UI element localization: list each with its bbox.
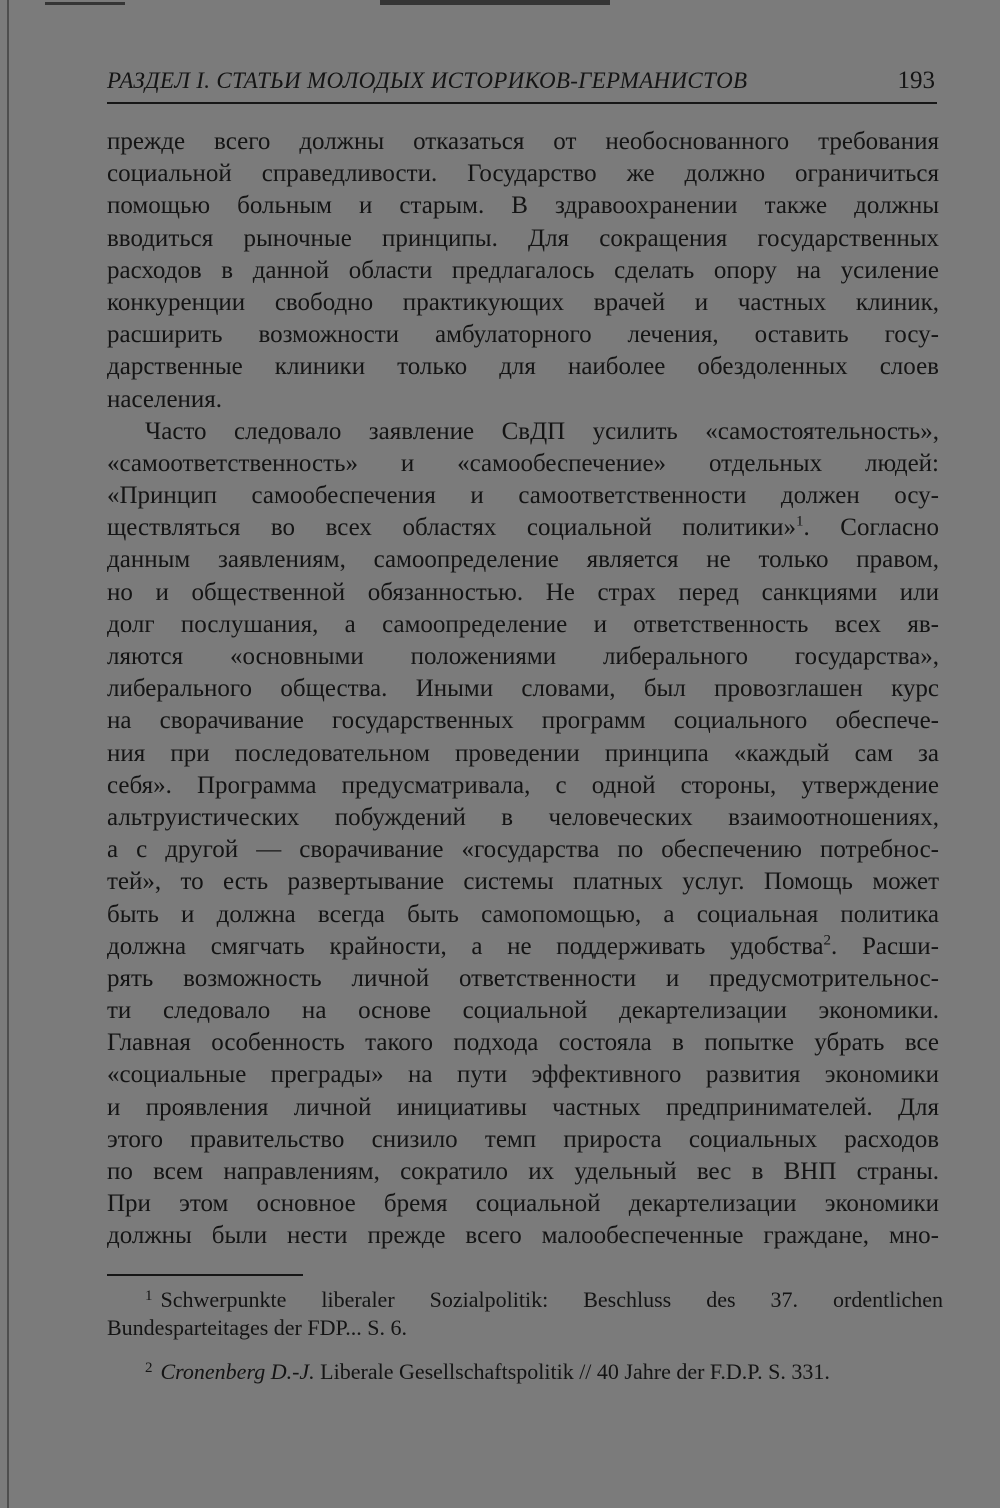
text-line: дарственные клиники только для наиболее обездоленных слоев xyxy=(107,353,939,381)
scan-artifact xyxy=(380,0,610,5)
text-line: а с другой — сворачивание «государства по обеспечению потребнос- xyxy=(107,836,939,864)
text-line: расширить возможности амбулаторного лечения, оставить госу- xyxy=(107,321,939,349)
text-line: «самоответственность» и «самообеспечение» отдельных людей: xyxy=(107,449,939,477)
text-line: ляются «основными положениями либерального государства», xyxy=(107,643,939,670)
footnote-text: Liberale Gesellschaftspolitik // 40 Jahre der F.D.P. S. 331. xyxy=(314,1359,830,1384)
text-line: должны были нести прежде всего малообеспеченные граждане, мно- xyxy=(107,1222,939,1250)
text-line xyxy=(107,931,939,963)
text-line: себя». Программа предусматривала, с одной стороны, утверждение xyxy=(107,771,939,799)
footnote-marker: 2 xyxy=(145,1360,153,1376)
text-segment: . Согласно xyxy=(803,514,939,542)
text-line: социальной справедливости. Государство же должно ограничиться xyxy=(107,160,939,188)
text-line: но и общественной обязанностью. Не страх перед санкциями или xyxy=(107,578,939,606)
footnotes xyxy=(107,1281,943,1384)
footnote-1-continued: Bundesparteitages der FDP... S. 6. xyxy=(107,1315,408,1340)
footnote-divider xyxy=(107,1274,303,1276)
text-line: «Принцип самообеспечения и самоответственности должен осу- xyxy=(107,482,939,510)
text-line: конкуренции свободно практикующих врачей и частных клиник, xyxy=(107,288,939,316)
text-line: тей», то есть развертывание системы платных услуг. Помощь может xyxy=(107,868,939,896)
running-head: РАЗДЕЛ I. СТАТЬИ МОЛОДЫХ ИСТОРИКОВ-ГЕРМАНИСТОВ xyxy=(107,68,748,93)
text-segment: . Расши- xyxy=(831,932,939,960)
footnote-text: Schwerpunkte liberaler Sozialpolitik: Beschluss des 37. ordentlichen xyxy=(160,1287,943,1312)
text-line: данным заявлениям, самоопределение является не только правом, xyxy=(107,546,939,574)
footnote-ref: 1 xyxy=(795,513,804,530)
text-line: этого правительство снизило темп прироста социальных расходов xyxy=(107,1125,939,1153)
text-line: на сворачивание государственных программ социального обеспече- xyxy=(107,707,939,735)
text-line: альтруистических побуждений в человеческих взаимоотношениях, xyxy=(107,803,939,831)
footnote-marker: 1 xyxy=(145,1288,153,1304)
text-line: рять возможность личной ответственности и предусмотрительнос- xyxy=(107,964,939,992)
text-line: Часто следовало заявление СвДП усилить «самостоятельность», xyxy=(145,417,939,445)
text-line: прежде всего должны отказаться от необоснованного требования xyxy=(107,128,939,155)
text-line: «социальные преграды» на пути эффективного развития экономики xyxy=(107,1061,939,1089)
text-line: ти следовало на основе социальной декартелизации экономики. xyxy=(107,997,939,1025)
text-line: расходов в данной области предлагалось сделать опору на усиление xyxy=(107,256,939,284)
text-line: При этом основное бремя социальной декартелизации экономики xyxy=(107,1190,939,1218)
text-line: и проявления личной инициативы частных предпринимателей. Для xyxy=(107,1093,939,1121)
page-header xyxy=(107,62,937,104)
footnote-2 xyxy=(107,1353,943,1384)
footnote-author: Cronenberg D.-J. xyxy=(160,1359,315,1384)
text-line: помощью больным и старым. В здравоохранении также должны xyxy=(107,192,939,220)
text-line: ния при последовательном проведении принципа «каждый сам за xyxy=(107,739,939,767)
footnote-ref: 2 xyxy=(823,932,832,949)
footnote-1 xyxy=(107,1281,943,1312)
scan-artifact xyxy=(45,2,125,5)
text-segment: ществляться во всех областях социальной политики» xyxy=(107,514,796,542)
text-line: вводиться рыночные принципы. Для сокращения государственных xyxy=(107,224,939,252)
scan-edge xyxy=(7,0,9,1508)
page-number: 193 xyxy=(897,67,935,94)
text-segment: должна смягчать крайности, а не поддерживать удобства xyxy=(107,932,824,960)
text-line: долг послушания, а самоопределение и ответственность всех яв- xyxy=(107,610,939,638)
text-line: быть и должна всегда быть самопомощью, а социальная политика xyxy=(107,900,939,928)
text-line xyxy=(107,512,939,544)
text-line: Главная особенность такого подхода состояла в попытке убрать все xyxy=(107,1029,939,1057)
main-text xyxy=(107,126,939,1253)
text-line: населения. xyxy=(107,385,223,413)
text-line: по всем направлениям, сократило их удельный вес в ВНП страны. xyxy=(107,1158,939,1185)
text-line: либерального общества. Иными словами, был провозглашен курс xyxy=(107,675,939,703)
